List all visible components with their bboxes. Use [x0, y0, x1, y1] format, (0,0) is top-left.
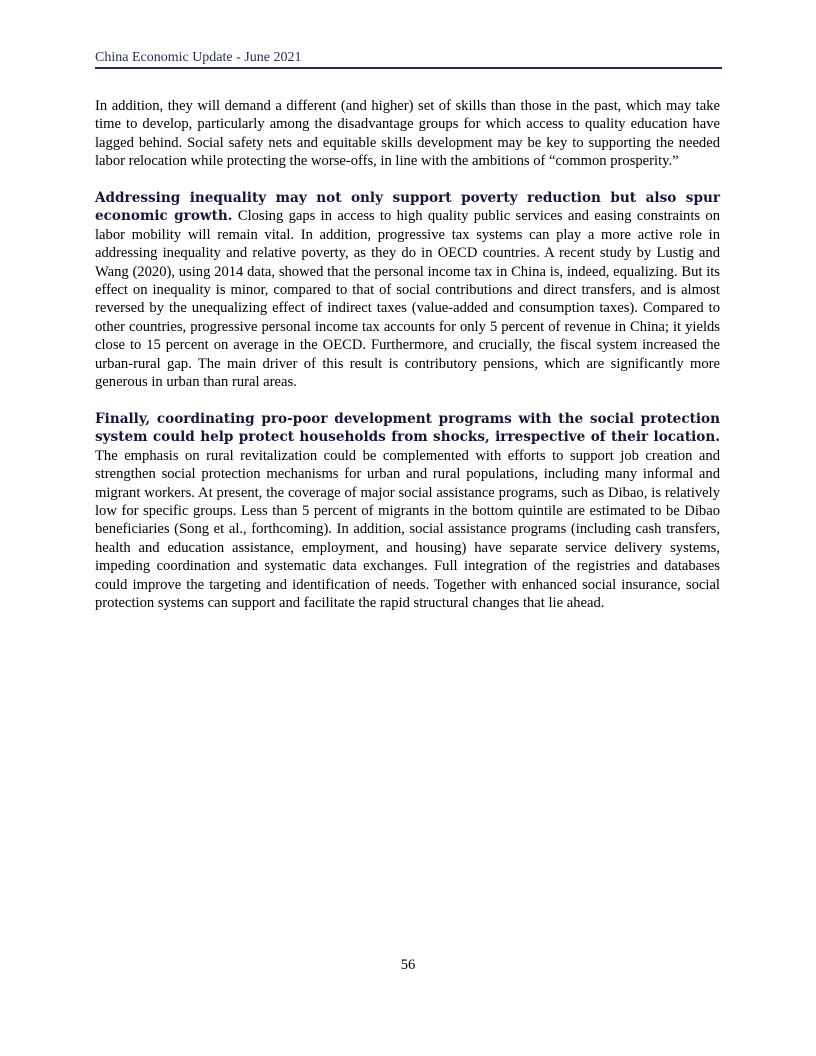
document-body — [95, 97, 720, 612]
paragraph-lead: Finally, coordinating pro-poor development programs with the social protection system could help protect households from shocks, irrespective of their location. — [95, 410, 720, 446]
paragraph-skills-demand — [95, 97, 720, 171]
paragraph-body: The emphasis on rural revitalization could be complemented with efforts to support job creation and strengthen social protection mechanisms for urban and rural populations, including many informal and migrant workers. At present, the coverage of major social assistance programs, such as Dibao, is relatively low for specific groups. Less than 5 percent of migrants in the bottom quintile are estimated to be Dibao beneficiaries (Song et al., forthcoming). In addition, social assistance programs (including cash transfers, health and education assistance, employment, and housing) have separate service delivery systems, impeding coordination and systematic data exchanges. Full integration of the registries and databases could improve the targeting and identification of needs. Together with enhanced social insurance, social protection systems can support and facilitate the rapid structural changes that lie ahead. — [95, 447, 720, 611]
paragraph-addressing-inequality — [95, 189, 720, 391]
page-number: 56 — [400, 957, 416, 973]
report-title: China Economic Update - June 2021 — [95, 50, 302, 65]
paragraph-body: Closing gaps in access to high quality public services and easing constraints on labor mobility will remain vital. In addition, progressive tax systems can play a more active role in addressing inequality and relative poverty, as they do in OECD countries. A recent study by Lustig and Wang (2020), using 2014 data, showed that the personal income tax in China is, indeed, equalizing. But its effect on inequality is minor, compared to that of social contributions and direct transfers, and is almost reversed by the unequalizing effect of indirect taxes (value-added and consumption taxes). Compared to other countries, progressive personal income tax accounts for only 5 percent of revenue in China; it yields close to 15 percent on average in the OECD. Furthermore, and crucially, the fiscal system increased the urban-rural gap. The main driver of this result is contributory pensions, which are significantly more generous in urban than rural areas. — [95, 208, 720, 391]
paragraph-body: In addition, they will demand a different (and higher) set of skills than those in the past, which may take time to develop, particularly among the disadvantage groups for which access to quality education have lagged behind. Social safety nets and equitable skills development may be key to supporting the needed labor relocation while protecting the worse-offs, in line with the ambitions of “common prosperity.” — [95, 98, 720, 170]
header-rule — [95, 67, 722, 69]
paragraph-lead: Addressing inequality may not only support poverty reduction but also spur economic growth. — [95, 190, 720, 225]
paragraph-social-protection — [95, 410, 720, 612]
page-header — [95, 49, 722, 67]
